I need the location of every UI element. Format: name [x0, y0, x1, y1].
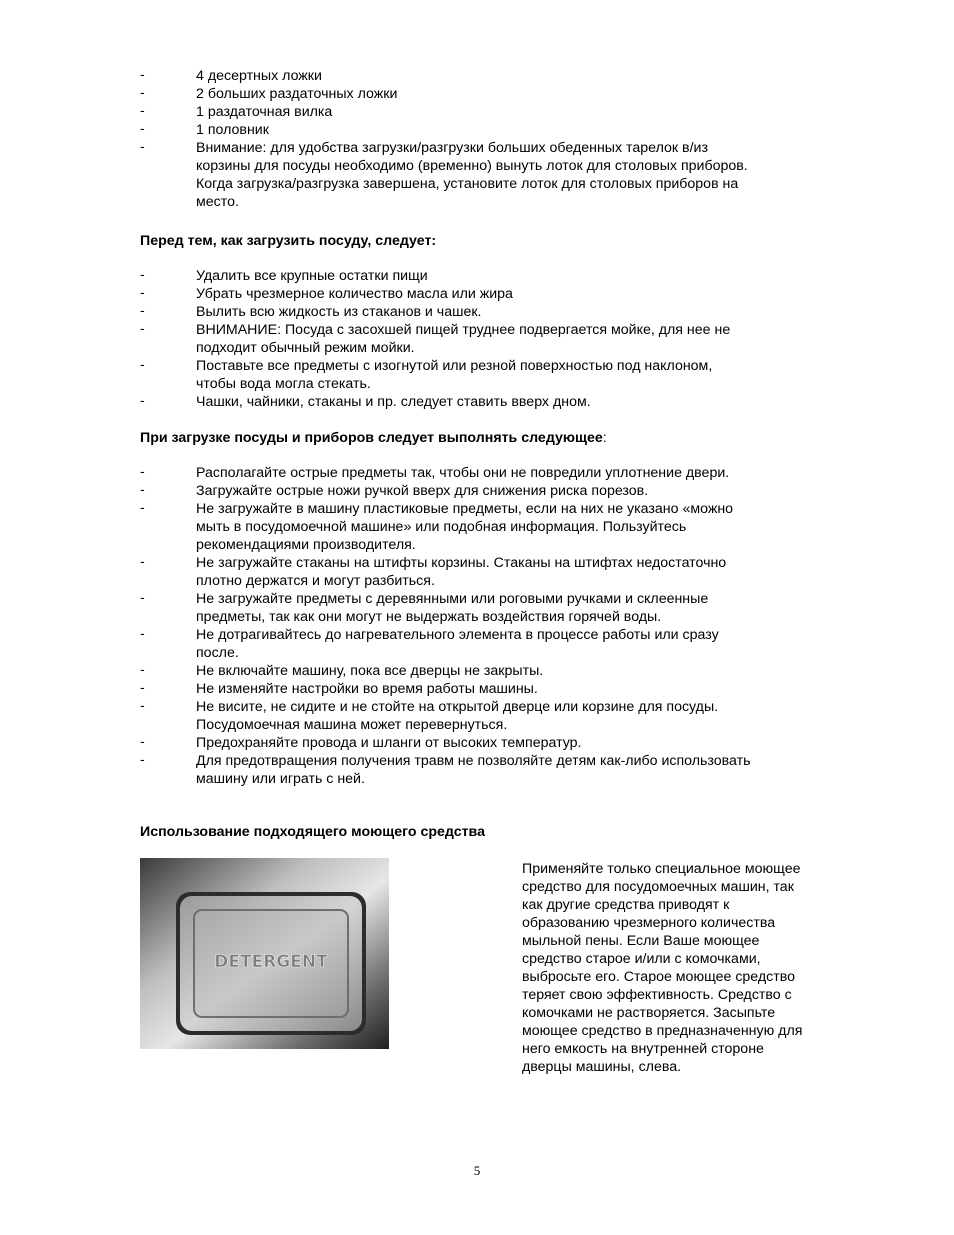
list-item-text: место. — [196, 194, 239, 210]
detergent-instructions-line: средство старое и/или с комочками, — [522, 951, 761, 967]
bullet-dash: - — [140, 357, 145, 373]
bullet-dash: - — [140, 85, 145, 101]
list-item-text: предметы, так как они могут не выдержать воздействия горячей воды. — [196, 609, 662, 625]
detergent-instructions-line: комочками не растворяется. Засыпьте — [522, 1005, 776, 1021]
bullet-dash: - — [140, 662, 145, 678]
section-heading-detergent: Использование подходящего моющего средства — [140, 824, 485, 840]
page-number: 5 — [473, 1163, 481, 1178]
detergent-instructions-line: Применяйте только специальное моющее — [522, 861, 801, 877]
detergent-embossed-label: DETERGENT — [214, 952, 328, 972]
list-item-text: Предохраняйте провода и шланги от высоких температур. — [196, 735, 582, 751]
list-item-text: Располагайте острые предметы так, чтобы они не повредили уплотнение двери. — [196, 465, 730, 481]
bullet-dash: - — [140, 590, 145, 606]
bullet-dash: - — [140, 321, 145, 337]
list-item-text: Внимание: для удобства загрузки/разгрузки больших обеденных тарелок в/из — [196, 140, 708, 156]
bullet-dash: - — [140, 139, 145, 155]
bullet-dash: - — [140, 554, 145, 570]
list-item-text: Не изменяйте настройки во время работы машины. — [196, 681, 538, 697]
list-item-text: Поставьте все предметы с изогнутой или резной поверхностью под наклоном, — [196, 358, 713, 374]
list-item-text: Когда загрузка/разгрузка завершена, установите лоток для столовых приборов на — [196, 176, 739, 192]
section-heading-loading-rules — [140, 429, 607, 447]
bullet-dash: - — [140, 267, 145, 283]
bullet-dash: - — [140, 734, 145, 750]
list-item-text: Для предотвращения получения травм не позволяйте детям как-либо использовать — [196, 753, 751, 769]
list-item-text: Загружайте острые ножи ручкой вверх для снижения риска порезов. — [196, 483, 649, 499]
bullet-dash: - — [140, 103, 145, 119]
list-item-text: Убрать чрезмерное количество масла или жира — [196, 286, 513, 302]
list-item-text: рекомендациями производителя. — [196, 537, 416, 553]
section-heading-before-loading: Перед тем, как загрузить посуду, следует: — [140, 233, 437, 249]
list-item-text: после. — [196, 645, 239, 661]
list-item-text: ВНИМАНИЕ: Посуда с засохшей пищей труднее подвергается мойке, для нее не — [196, 322, 731, 338]
bullet-dash: - — [140, 393, 145, 409]
detergent-instructions-line: как другие средства приводят к — [522, 897, 730, 913]
list-item-text: Удалить все крупные остатки пищи — [196, 268, 428, 284]
detergent-instructions-line: выбросьте его. Старое моющее средство — [522, 969, 796, 985]
bullet-dash: - — [140, 482, 145, 498]
list-item-text: корзины для посуды необходимо (временно) вынуть лоток для столовых приборов. — [196, 158, 748, 174]
detergent-compartment-illustration — [140, 858, 389, 1049]
list-item-text: Не загружайте в машину пластиковые предметы, если на них не указано «можно — [196, 501, 734, 517]
list-item-text: мыть в посудомоечной машине» или подобная информация. Пользуйтесь — [196, 519, 687, 535]
list-item-text: Не загружайте стаканы на штифты корзины. Стаканы на штифтах недостаточно — [196, 555, 727, 571]
bullet-dash: - — [140, 121, 145, 137]
detergent-instructions-line: него емкость на внутренней стороне — [522, 1041, 764, 1057]
detergent-instructions-line: дверцы машины, слева. — [522, 1059, 682, 1075]
bullet-dash: - — [140, 752, 145, 768]
detergent-compartment-photo — [140, 858, 389, 1049]
detergent-instructions-line: моющее средство в предназначенную для — [522, 1023, 803, 1039]
bullet-dash: - — [140, 67, 145, 83]
detergent-instructions-line: мыльной пены. Если Ваше моющее — [522, 933, 760, 949]
detergent-instructions-line: средство для посудомоечных машин, так — [522, 879, 794, 895]
list-item-text: Чашки, чайники, стаканы и пр. следует ставить вверх дном. — [196, 394, 591, 410]
list-item-text: подходит обычный режим мойки. — [196, 340, 415, 356]
heading-colon: : — [602, 430, 607, 446]
list-item-text: Не включайте машину, пока все дверцы не закрыты. — [196, 663, 544, 679]
bullet-dash: - — [140, 285, 145, 301]
bullet-dash: - — [140, 464, 145, 480]
list-item-text: Не висите, не сидите и не стойте на открытой дверце или корзине для посуды. — [196, 699, 719, 715]
bullet-dash: - — [140, 303, 145, 319]
list-item-text: 2 больших раздаточных ложки — [196, 86, 398, 102]
detergent-instructions-line: образованию чрезмерного количества — [522, 915, 776, 931]
list-item-text: 1 раздаточная вилка — [196, 104, 333, 120]
bullet-dash: - — [140, 698, 145, 714]
bullet-dash: - — [140, 500, 145, 516]
list-item-text: чтобы вода могла стекать. — [196, 376, 371, 392]
list-item-text: 4 десертных ложки — [196, 68, 322, 84]
list-item-text: Не загружайте предметы с деревянными или роговыми ручками и склеенные — [196, 591, 709, 607]
list-item-text: плотно держатся и могут разбиться. — [196, 573, 435, 589]
list-item-text: Не дотрагивайтесь до нагревательного элемента в процессе работы или сразу — [196, 627, 719, 643]
list-item-text: машину или играть с ней. — [196, 771, 365, 787]
list-item-text: Вылить всю жидкость из стаканов и чашек. — [196, 304, 482, 320]
heading-text: При загрузке посуды и приборов следует выполнять следующее — [140, 430, 603, 446]
bullet-dash: - — [140, 680, 145, 696]
bullet-dash: - — [140, 626, 145, 642]
detergent-instructions-line: теряет свою эффективность. Средство с — [522, 987, 792, 1003]
list-item-text: Посудомоечная машина может перевернуться. — [196, 717, 508, 733]
list-item-text: 1 половник — [196, 122, 269, 138]
